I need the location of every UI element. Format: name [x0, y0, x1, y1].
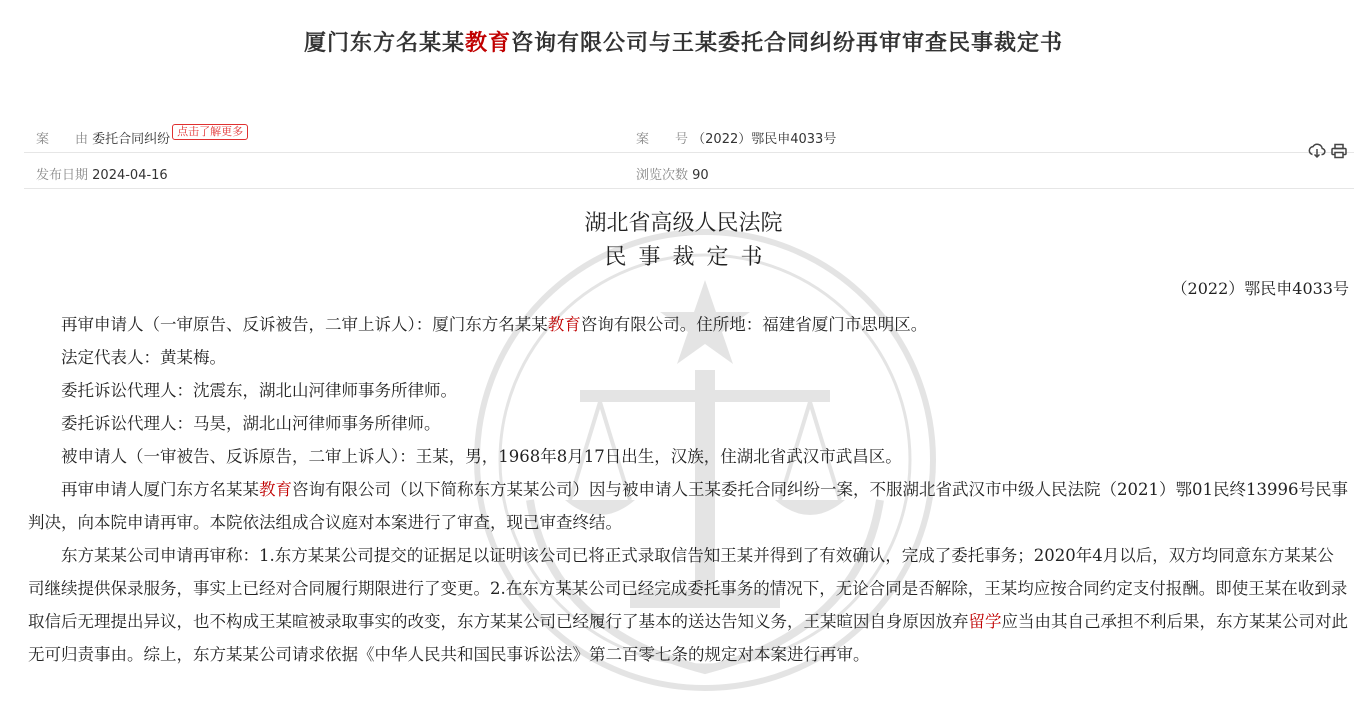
title-part-1: 厦门东方名某某	[303, 31, 465, 56]
judgment-body	[28, 308, 1350, 671]
respondent-paragraph: 被申请人（一审被告、反诉原告，二审上诉人）：王某，男，1968年8月17日出生，汉族，住湖北省武汉市武昌区。	[61, 447, 902, 466]
claim-keyword-link[interactable]: 留学	[968, 612, 1002, 631]
document-type: 民事裁定书	[604, 245, 775, 270]
case-meta	[24, 118, 1354, 188]
document-title	[0, 26, 1367, 57]
case-number-value: （2022）鄂民申4033号	[692, 132, 837, 147]
applicant-text-1: 再审申请人（一审原告、反诉被告，二审上诉人）：厦门东方名某某	[61, 315, 548, 334]
view-count-label: 浏览次数	[636, 168, 689, 183]
legal-representative-paragraph: 法定代表人：黄某梅。	[61, 348, 226, 367]
summary-text-1: 再审申请人厦门东方名某某	[61, 480, 259, 499]
applicant-keyword-link[interactable]: 教育	[547, 315, 581, 334]
meta-row-1	[24, 118, 1354, 153]
meta-row-2	[24, 154, 1354, 189]
agent-paragraph-2: 委托诉讼代理人：马昊，湖北山河律师事务所律师。	[61, 414, 441, 433]
cause-value: 委托合同纠纷	[92, 132, 171, 147]
court-name: 湖北省高级人民法院	[584, 211, 783, 236]
publish-date-value: 2024-04-16	[92, 168, 168, 183]
claim-text-2: 应当由其自己承担不利后果，东方某某公司对此无可归责事由。综上，东方某某公司请求依据《中华人民共和国民事诉讼法》第二百零七条的规定对本案进行再审。	[28, 612, 1348, 664]
case-number-field	[636, 128, 836, 147]
publish-date-label: 发布日期	[36, 168, 89, 183]
title-part-2: 咨询有限公司与王某委托合同纠纷再审审查民事裁定书	[511, 31, 1064, 56]
title-keyword-link[interactable]: 教育	[464, 31, 511, 56]
case-summary-paragraph	[28, 473, 1350, 539]
claim-text-1: 东方某某公司申请再审称：1.东方某某公司提交的证据足以证明该公司已将正式录取信告知王某并得到了有效确认，完成了委托事务；2020年4月以后，双方均同意东方某某公司继续提供保录服务，事实上已经对合同履行期限进行了变更。2.在东方某某公司已经完成委托事务的情况下，无论合同是否解除，王某均应按合同约定支付报酬。即使王某在收到录取信后无理提出异议，也不构成王某暄被录取事实的改变，东方某某公司已经履行了基本的送达告知义务，王某暄因自身原因放弃	[28, 546, 1348, 631]
summary-text-2: 咨询有限公司（以下简称东方某某公司）因与被申请人王某委托合同纠纷一案，不服湖北省武汉市中级人民法院（2021）鄂01民终13996号民事判决，向本院申请再审。本院依法组成合议庭对本案进行了审查，现已审查终结。	[28, 480, 1348, 532]
view-count-field	[636, 164, 709, 183]
learn-more-badge[interactable]: 点击了解更多	[172, 124, 248, 140]
cause-label: 案 由	[36, 132, 89, 147]
agent-paragraph-1: 委托诉讼代理人：沈震东，湖北山河律师事务所律师。	[61, 381, 457, 400]
applicant-text-2: 咨询有限公司。住所地：福建省厦门市思明区。	[580, 315, 928, 334]
case-number-label: 案 号	[636, 132, 689, 147]
publish-date-field	[36, 164, 168, 183]
cause-field	[36, 125, 248, 148]
summary-keyword-link[interactable]: 教育	[259, 480, 292, 499]
retrial-claim-paragraph	[28, 539, 1350, 671]
applicant-paragraph	[28, 308, 1350, 341]
document-case-number: （2022）鄂民申4033号	[1171, 279, 1349, 298]
view-count-value: 90	[692, 168, 709, 183]
